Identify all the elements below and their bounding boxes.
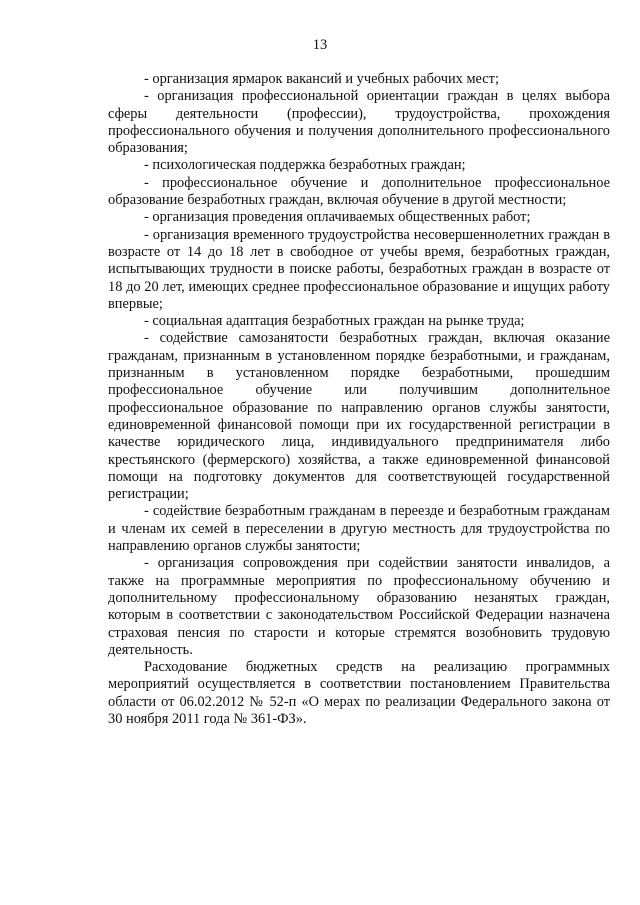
- list-item-vocational-training: - профессиональное обучение и дополнительное профессиональное образование безработных граждан, включая обучение в другой местности;: [108, 174, 610, 209]
- list-item-self-employment: - содействие самозанятости безработных граждан, включая оказание гражданам, признанным в установленном порядке безработными, и гражданам, признанным в установленном порядке безработными, прошедшим профессиональное обучение или получившим дополнительное профессиональное образование по направлению органов службы занятости, единовременной финансовой помощи при их государственной регистрации в качестве юридического лица, индивидуального предпринимателя либо крестьянского (фермерского) хозяйства, а также единовременной финансовой помощи на подготовку документов для соответствующей государственной регистрации;: [108, 330, 610, 503]
- paragraph-budget-spending: Расходование бюджетных средств на реализацию программных мероприятий осуществляется в соответствии постановлением Правительства области от 06.02.2012 № 52-п «О мерах по реализации Федерального закона от 30 ноября 2011 года № 361-ФЗ».: [108, 659, 610, 727]
- list-item-disability-support: - организация сопровождения при содействии занятости инвалидов, а также на программные мероприятия по профессиональному обучению и дополнительному профессиональному образованию незанятых граждан, которым в соответствии с законодательством Российской Федерации назначена страховая пенсия по старости и которые стремятся возобновить трудовую деятельность.: [108, 555, 610, 658]
- page-number: 13: [312, 37, 328, 53]
- list-item-relocation: - содействие безработным гражданам в переезде и безработным гражданам и членам их семей в переселении в другую местность для трудоустройства по направлению органов службы занятости;: [108, 503, 610, 555]
- list-item-temporary-employment: - организация временного трудоустройства несовершеннолетних граждан в возрасте от 14 до 18 лет в свободное от учебы время, безработных граждан, испытывающих трудности в поиске работы, безработных граждан в возрасте от 18 до 20 лет, имеющих среднее профессиональное образование и ищущих работу впервые;: [108, 226, 610, 312]
- list-item-career-guidance: - организация профессиональной ориентации граждан в целях выбора сферы деятельности (профессии), трудоустройства, прохождения профессионального обучения и получения дополнительного профессионального образования;: [108, 88, 610, 157]
- list-item-job-fairs: - организация ярмарок вакансий и учебных рабочих мест;: [144, 71, 499, 87]
- list-item-psychological-support: - психологическая поддержка безработных граждан;: [144, 157, 466, 174]
- list-item-social-adaptation: - социальная адаптация безработных граждан на рынке труда;: [144, 313, 525, 330]
- list-item-public-works: - организация проведения оплачиваемых общественных работ;: [144, 209, 531, 226]
- document-body: [108, 71, 610, 728]
